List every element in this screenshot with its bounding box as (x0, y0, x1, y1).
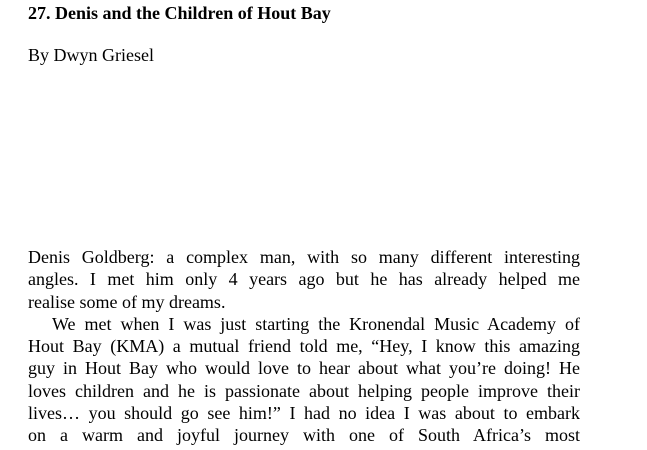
body-line: loves children and he is passionate about helping people improve their (28, 380, 580, 401)
body-line: lives… you should go see him!” I had no idea I was about to embark (28, 403, 580, 424)
body-line: angles. I met him only 4 years ago but he has already helped me (28, 269, 580, 290)
body-text (28, 246, 580, 447)
body-line: guy in Hout Bay who would love to hear about what you’re doing! He (28, 358, 580, 379)
body-line: We met when I was just starting the Kronendal Music Academy of (52, 313, 580, 334)
chapter-title: 27. Denis and the Children of Hout Bay (28, 3, 331, 23)
body-line: realise some of my dreams. (28, 291, 226, 312)
body-line: Hout Bay (KMA) a mutual friend told me, “Hey, I know this amazing (28, 336, 580, 357)
byline: By Dwyn Griesel (28, 45, 154, 65)
body-line: on a warm and joyful journey with one of South Africa’s most (28, 425, 580, 446)
body-line: Denis Goldberg: a complex man, with so many different interesting (28, 247, 580, 267)
